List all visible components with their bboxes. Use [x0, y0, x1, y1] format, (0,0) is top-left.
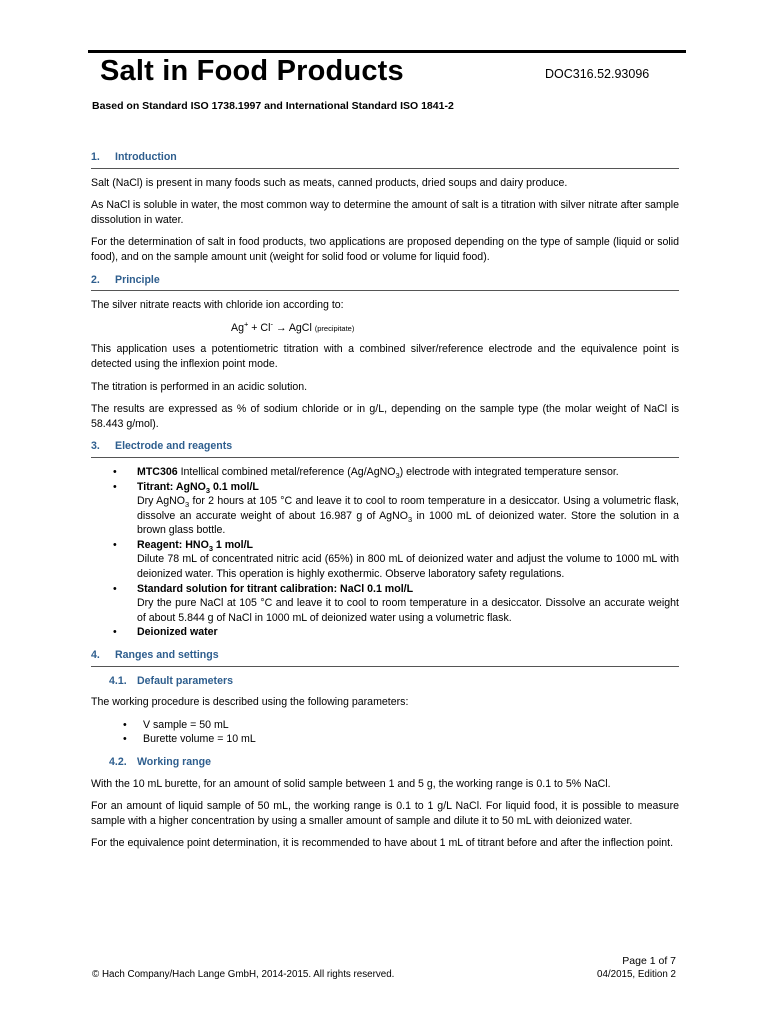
paragraph: The titration is performed in an acidic solution.	[91, 380, 308, 393]
section-heading-introduction: 1. Introduction	[91, 150, 679, 169]
paragraph: For the determination of salt in food products, two applications are proposed depending on the type of sample (liquid or solid food), and on the sample amount unit (weight for solid food or volume for liquid food).	[91, 236, 679, 263]
header-rule	[88, 50, 686, 53]
paragraph: Salt (NaCl) is present in many foods such as meats, canned products, dried soups and dairy produce.	[91, 176, 568, 189]
paragraph: The silver nitrate reacts with chloride ion according to:	[91, 299, 344, 312]
paragraph: For the equivalence point determination, it is recommended to have about 1 mL of titrant before and after the inflection point.	[91, 837, 674, 850]
list-item: • Burette volume = 10 mL	[123, 733, 256, 746]
copyright-notice: © Hach Company/Hach Lange GmbH, 2014-2015. All rights reserved.	[92, 969, 395, 980]
list-item: • Standard solution for titrant calibration: NaCl 0.1 mol/L Dry the pure NaCl at 105 °C and leave it to cool to room temperature in a desiccator. Dissolve an accurate weight of about 5.844 g of NaCl in 1000 mL of deionized water using a volumetric flask.	[113, 582, 679, 624]
list-item: • MTC306 Intellical combined metal/reference (Ag/AgNO$_3$) electrode with integrated temperature sensor.	[113, 465, 619, 481]
section-heading-principle: 2. Principle	[91, 273, 679, 292]
page-number: Page 1 of 7	[622, 955, 676, 967]
section-heading-electrode-reagents: 3. Electrode and reagents	[91, 439, 679, 458]
section-heading-ranges-settings: 4. Ranges and settings	[91, 648, 679, 667]
paragraph: With the 10 mL burette, for an amount of solid sample between 1 and 5 g, the working range is 0.1 to 5% NaCl.	[91, 777, 611, 790]
edition-info: 04/2015, Edition 2	[597, 969, 676, 980]
reagent-list	[91, 465, 679, 640]
document-subtitle: Based on Standard ISO 1738.1997 and International Standard ISO 1841-2	[92, 100, 454, 112]
reaction-equation: Ag+ + Cl- → AgCl (precipitate)	[231, 319, 355, 334]
paragraph: For an amount of liquid sample of 50 mL, the working range is 0.1 to 1 g/L NaCl. For liquid food, it is possible to measure sample with a higher concentration by using a smaller amount of sample and dilute it to 50 mL with deionized water.	[91, 800, 679, 827]
document-id: DOC316.52.93096	[545, 67, 650, 81]
document-title: Salt in Food Products	[100, 55, 404, 87]
paragraph: As NaCl is soluble in water, the most common way to determine the amount of salt is a titration with silver nitrate after sample dissolution in water.	[91, 199, 679, 226]
list-item: • V sample = 50 mL	[123, 718, 229, 731]
list-item: • Deionized water	[113, 626, 218, 639]
subsection-heading-working-range: 4.2. Working range	[109, 756, 211, 768]
paragraph: The results are expressed as % of sodium chloride or in g/L, depending on the sample type (the molar weight of NaCl is 58.443 g/mol).	[91, 403, 679, 430]
parameter-list	[109, 718, 679, 747]
list-item: • Reagent: $HNO_3$ 1 mol/L Dilute 78 mL of concentrated nitric acid (65%) in 800 mL of deionized water and adjust the volume to 1000 mL with deionized water. This operation is highly exothermic. Observe laboratory safety regulations.	[113, 538, 679, 581]
paragraph: This application uses a potentiometric titration with a combined silver/reference electrode and the equivalence point is detected using the inflexion point mode.	[91, 343, 679, 370]
subsection-heading-default-parameters: 4.1. Default parameters	[109, 674, 233, 687]
paragraph: The working procedure is described using the following parameters:	[91, 696, 409, 709]
document-body	[91, 146, 679, 859]
list-item: • Titrant: AgNO$_3$ 0.1 mol/L Dry AgNO$_3$ for 2 hours at 105 °C and leave it to cool to room temperature in a desiccator. Using a volumetric flask, dissolve an accurate weight of about 16.987 g of AgNO$_3$ in 1000 mL of deionized water. Store the solution in a brown glass bottle.	[113, 480, 679, 537]
